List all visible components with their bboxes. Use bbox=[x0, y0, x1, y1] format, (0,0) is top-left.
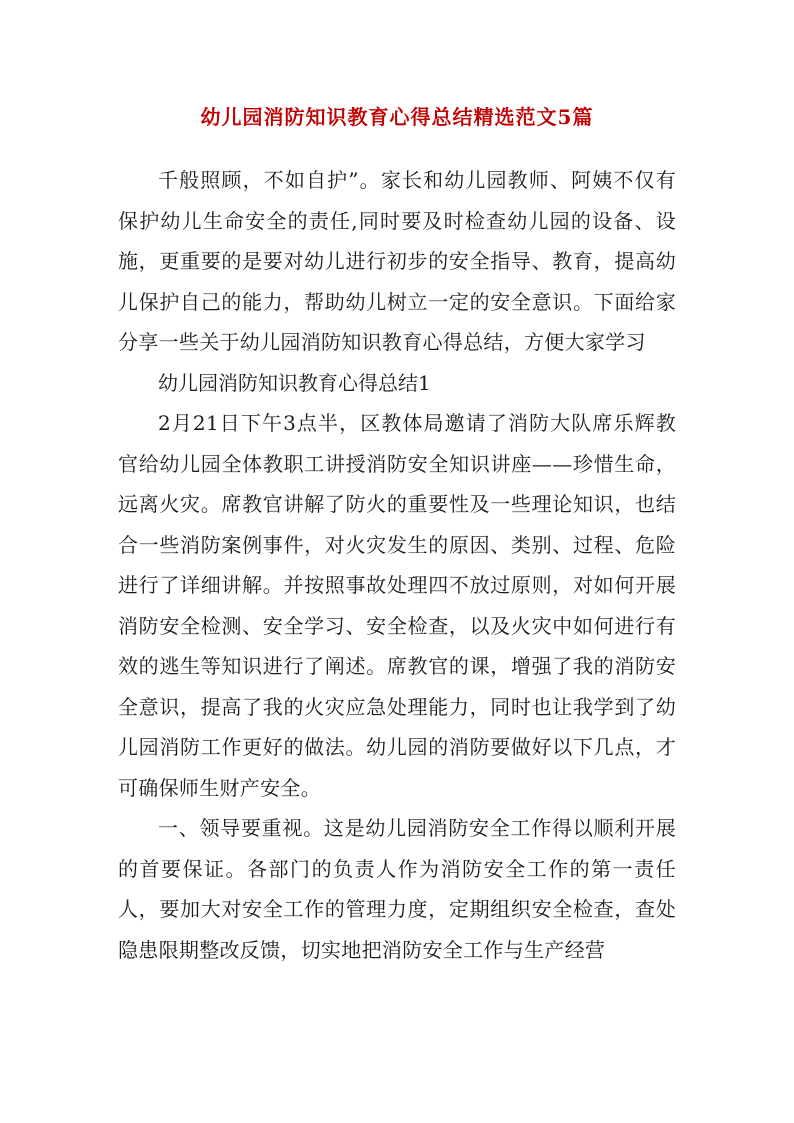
section-heading-1: 幼儿园消防知识教育心得总结1 bbox=[158, 370, 431, 395]
intro-paragraph: 千般照顾，不如自护”。家长和幼儿园教师、阿姨不仅有保护幼儿生命安全的责任,同时要及时检查幼儿园的设备、设施，更重要的是要对幼儿进行初步的安全指导、教育，提高幼儿保护自己的能力，帮助幼儿树立一定的安全意识。下面给家分享一些关于幼儿园消防知识教育心得总结，方便大家学习 bbox=[118, 168, 676, 354]
body-paragraph-lecture: 2月21日下午3点半，区教体局邀请了消防大队席乐辉教官给幼儿园全体教职工讲授消防安全知识讲座——珍惜生命，远离火灾。席教官讲解了防火的重要性及一些理论知识，也结合一些消防案例事件，对火灾发生的原因、类别、过程、危险进行了详细讲解。并按照事故处理四不放过原则，对如何开展消防安全检测、安全学习、安全检查，以及火灾中如何进行有效的逃生等知识进行了阐述。席教官的课，增强了我的消防安全意识，提高了我的火灾应急处理能力，同时也让我学到了幼儿园消防工作更好的做法。幼儿园的消防要做好以下几点，才可确保师生财产安全。 bbox=[118, 411, 676, 800]
body-paragraph-leadership: 一、领导要重视。这是幼儿园消防安全工作得以顺利开展的首要保证。各部门的负责人作为消防安全工作的第一责任人，要加大对安全工作的管理力度，定期组织安全检查，查处隐患限期整改反馈，切实地把消防安全工作与生产经营 bbox=[118, 816, 676, 962]
document-title: 幼儿园消防知识教育心得总结精选范文5篇 bbox=[200, 105, 594, 129]
